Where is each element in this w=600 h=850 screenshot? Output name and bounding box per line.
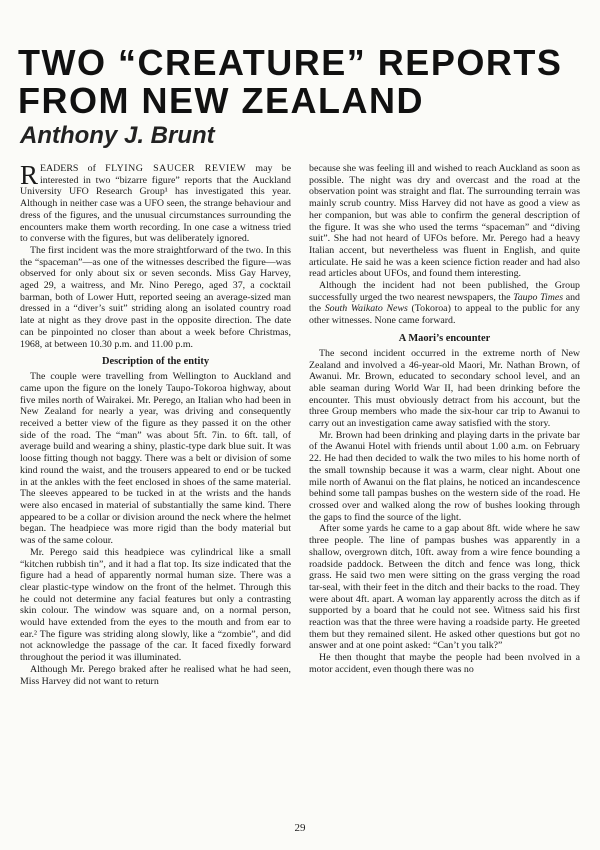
drop-cap: R bbox=[20, 163, 39, 190]
paragraph: He then thought that maybe the people had been nvolved in a motor accident, even though there was no bbox=[309, 652, 580, 675]
text-run: (Tokoroa) to appeal to the public for any other witnesses. None came forward. bbox=[309, 303, 580, 327]
newspaper-name: Taupo Times bbox=[513, 291, 564, 303]
paragraph: The first incident was the more straightforward of the two. In this the “spaceman”—as one of the witnesses described the figure—was observed for only about six or seven seconds. Miss Gay Harvey, aged 29, a waitress, and Mr. Nino Perego, aged 37, a cocktail barman, both of Lower Hutt, reported seeing an average-sized man dressed in a “diver’s suit” striding along an isolated country road late at night as they drove past in the opposite direction. The date can be pinpointed no closer than about a week before Christmas, 1968, at between 10.30 p.m. and 11.00 p.m. bbox=[20, 244, 291, 350]
intro-start: EADERS of bbox=[40, 163, 106, 174]
newspaper-name: South Waikato News bbox=[324, 303, 408, 315]
intro-paragraph bbox=[20, 163, 291, 245]
paragraph: The couple were travelling from Wellington to Auckland and came upon the figure on the lonely Taupo-Tokoroa highway, about five miles north of Wairakei. Mr. Perego, an Italian who had been in New Zealand for nearly a year, was driving and consequently received a better view of the figure as they passed it on the other side of the road. The “man” was about 5ft. 7in. to 6ft. tall, of average build and wearing a shiny, plastic-type dark blue suit. It was loose fitting though not baggy. There was a belt or division of some kind round the waist, and the trousers appeared to end or be tucked in at the ankles with the feet enclosed in shoes of the same material. The sleeves appeared to be tucked in at the wrists and the hands were also encased in material of substantially the same kind. There appeared to be a collar or division around the neck where the helmet began. The headpiece was more rigid than the body material but was of the same colour. bbox=[20, 371, 291, 547]
paragraph: because she was feeling ill and wished to reach Auckland as soon as possible. The night was dry and overcast and the road at the observation point was straight and flat. The surrounding terrain was mainly scrub country. Miss Harvey did not have as good a view as her companion, but was able to confirm the general description of the figure. It was she who used the terms “spaceman” and “diving suit”. She had not heard of UFOs before. Mr. Perego had a heavy Italian accent, but nevertheless was fluent in English, and quite articulate. He said he was a keen science fiction reader and had also read articles about UFOs, and found them interesting. bbox=[309, 163, 580, 280]
article-author: Anthony J. Brunt bbox=[20, 122, 215, 149]
section-heading: Description of the entity bbox=[101, 356, 210, 368]
intro-rest: may be interested in two “bizarre figure” reports that the Auckland University UFO Research Group¹ has investigated this year. Although in neither case was a UFO seen, the strange behaviour and dress of the figures, and the unusual circumstances surrounding the encounters make them worth recording. In one case a witness tried to converse with the figures, but was deliberately ignored. bbox=[20, 163, 291, 245]
paragraph: Although Mr. Perego braked after he realised what he had seen, Miss Harvey did not want to return bbox=[20, 663, 291, 687]
text-run: Although the incident had not been published, the Group successfully urged the two nearest newspapers, the bbox=[309, 280, 580, 303]
paragraph: Mr. Perego said this headpiece was cylindrical like a small “kitchen rubbish tin”, and it had a flat top. Its size indicated that the figure had a head of apparently normal human size. There was a clear plastic-type window on the front of the helmet. Through this he could not determine any facial features but only a contrasting skin colour. The window was square and, on a normal person, would have extended from the eyes to the mouth and from ear to ear.² The figure was striding along slowly, like a “zombie”, and did not acknowledge the passage of the car. It faced fixedly forward throughout the period it was illuminated. bbox=[20, 546, 291, 664]
paragraph: The second incident occurred in the extreme north of New Zealand and involved a 46-year-old Maori, Mr. Nathan Brown, of Awanui. Mr. Brown, educated to secondary school level, and an able seaman during World War II, had been drinking before the encounter. This must obviously detract from his account, but the three Group members who made the six-hour car trip to Awanui to carry out an investigation came away satisfied with the story. bbox=[309, 347, 580, 430]
article-title: TWO “CREATURE” REPORTS FROM NEW ZEALAND bbox=[18, 42, 563, 121]
paragraph: Mr. Brown had been drinking and playing darts in the private bar of the Awanui Hotel with friends until about 1.00 a.m. on February 22. He had then decided to walk the two miles to his home north of the small township because it was a warm, clear night. About one mile north of Awanui on the flat plains, he noticed an incandescence behind some tall pampas bushes on the western side of the road. He crossed over and walked along the row of bushes looking through the gaps to find the source of the light. bbox=[309, 429, 580, 523]
left-column bbox=[20, 163, 291, 815]
section-heading: A Maori’s encounter bbox=[398, 332, 491, 344]
paragraph bbox=[309, 280, 580, 327]
text-run: and the bbox=[309, 291, 580, 315]
paragraph: After some yards he came to a gap about 8ft. wide where he saw three people. The line of pampas bushes was apparently in a shallow, overgrown ditch, 10ft. away from a wire fence bounding a roadside paddock. Between the ditch and fence was long, thick grass. He said two men were sitting on the grass verging the road tar-seal, with their feet in the ditch and their backs to the road. They were about 4ft. apart. A woman lay apparently across the ditch as if supported by a board that he could not see. Witness said his first reaction was that the three were having a roadside party. He greeted them but they remained silent. He asked other questions but got no answer and at one point asked: “Can’t you talk?” bbox=[309, 523, 580, 652]
page-number: 29 bbox=[294, 822, 306, 834]
magazine-name: FLYING SAUCER REVIEW bbox=[105, 163, 247, 174]
right-column bbox=[309, 163, 580, 815]
